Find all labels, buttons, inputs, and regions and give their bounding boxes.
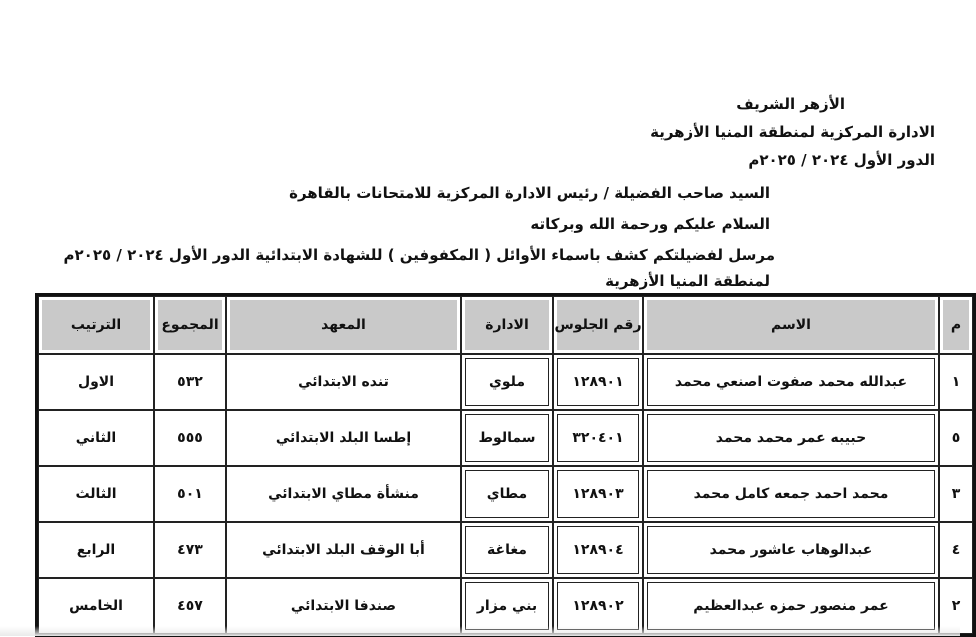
header-seat-number: رقم الجلوس	[553, 296, 643, 354]
table-row	[38, 466, 973, 522]
table-header-row	[38, 296, 973, 354]
cell-institute: منشأة مطاي الابتدائي	[226, 466, 461, 522]
results-table	[35, 293, 976, 637]
cell-seat-number: ٣٢٠٤٠١	[553, 410, 643, 466]
cell-rank: الاول	[38, 354, 154, 410]
cell-num: ١	[939, 354, 973, 410]
cell-total: ٥٠١	[154, 466, 226, 522]
cell-name: محمد احمد جمعه كامل محمد	[643, 466, 939, 522]
cell-rank: الثالث	[38, 466, 154, 522]
cell-administration: ملوي	[461, 354, 553, 410]
cell-rank: الرابع	[38, 522, 154, 578]
cell-num: ٥	[939, 410, 973, 466]
header-institute: المعهد	[226, 296, 461, 354]
cell-seat-number: ١٢٨٩٠٤	[553, 522, 643, 578]
header-administration: الادارة	[461, 296, 553, 354]
header-num: م	[939, 296, 973, 354]
cell-institute: تنده الابتدائي	[226, 354, 461, 410]
letter-body	[63, 178, 775, 291]
cell-total: ٤٥٧	[154, 578, 226, 634]
cell-total: ٥٥٥	[154, 410, 226, 466]
cell-rank: الثاني	[38, 410, 154, 466]
cell-administration: مطاي	[461, 466, 553, 522]
letter-body-text: مرسل لفضيلتكم كشف باسماء الأوائل ( المكفوفين ) للشهادة الابتدائية الدور الأول ٢٠٢٤ / ٢٠٢٥م	[63, 246, 775, 264]
header-total: المجموع	[154, 296, 226, 354]
cell-name: عمر منصور حمزه عبدالعظيم	[643, 578, 939, 634]
cell-institute: صندفا الابتدائي	[226, 578, 461, 634]
page-bottom-edge	[0, 626, 960, 636]
cell-institute: إطسا البلد الابتدائي	[226, 410, 461, 466]
cell-name: عبدالله محمد صفوت اصنعي محمد	[643, 354, 939, 410]
header-line-administration: الادارة المركزية لمنطقة المنيا الأزهرية	[650, 123, 935, 141]
table-row	[38, 354, 973, 410]
cell-num: ٣	[939, 466, 973, 522]
cell-administration: بني مزار	[461, 578, 553, 634]
header-line-azhar: الأزهر الشريف	[736, 95, 845, 113]
cell-total: ٤٧٣	[154, 522, 226, 578]
cell-num: ٢	[939, 578, 973, 634]
document-header	[650, 90, 935, 174]
cell-total: ٥٣٢	[154, 354, 226, 410]
cell-name: حبيبه عمر محمد محمد	[643, 410, 939, 466]
cell-seat-number: ١٢٨٩٠١	[553, 354, 643, 410]
table-row	[38, 522, 973, 578]
header-line-session: الدور الأول ٢٠٢٤ / ٢٠٢٥م	[748, 151, 935, 169]
cell-institute: أبا الوقف البلد الابتدائي	[226, 522, 461, 578]
cell-seat-number: ١٢٨٩٠٣	[553, 466, 643, 522]
letter-addressee: السيد صاحب الفضيلة / رئيس الادارة المركزية للامتحانات بالقاهرة	[289, 184, 770, 202]
letter-greeting: السلام عليكم ورحمة الله وبركاته	[530, 215, 770, 233]
cell-seat-number: ١٢٨٩٠٢	[553, 578, 643, 634]
letter-region: لمنطقة المنيا الأزهرية	[605, 272, 770, 290]
cell-administration: مغاغة	[461, 522, 553, 578]
table-row	[38, 410, 973, 466]
cell-rank: الخامس	[38, 578, 154, 634]
cell-num: ٤	[939, 522, 973, 578]
header-rank: الترتيب	[38, 296, 154, 354]
cell-name: عبدالوهاب عاشور محمد	[643, 522, 939, 578]
header-name: الاسم	[643, 296, 939, 354]
cell-administration: سمالوط	[461, 410, 553, 466]
